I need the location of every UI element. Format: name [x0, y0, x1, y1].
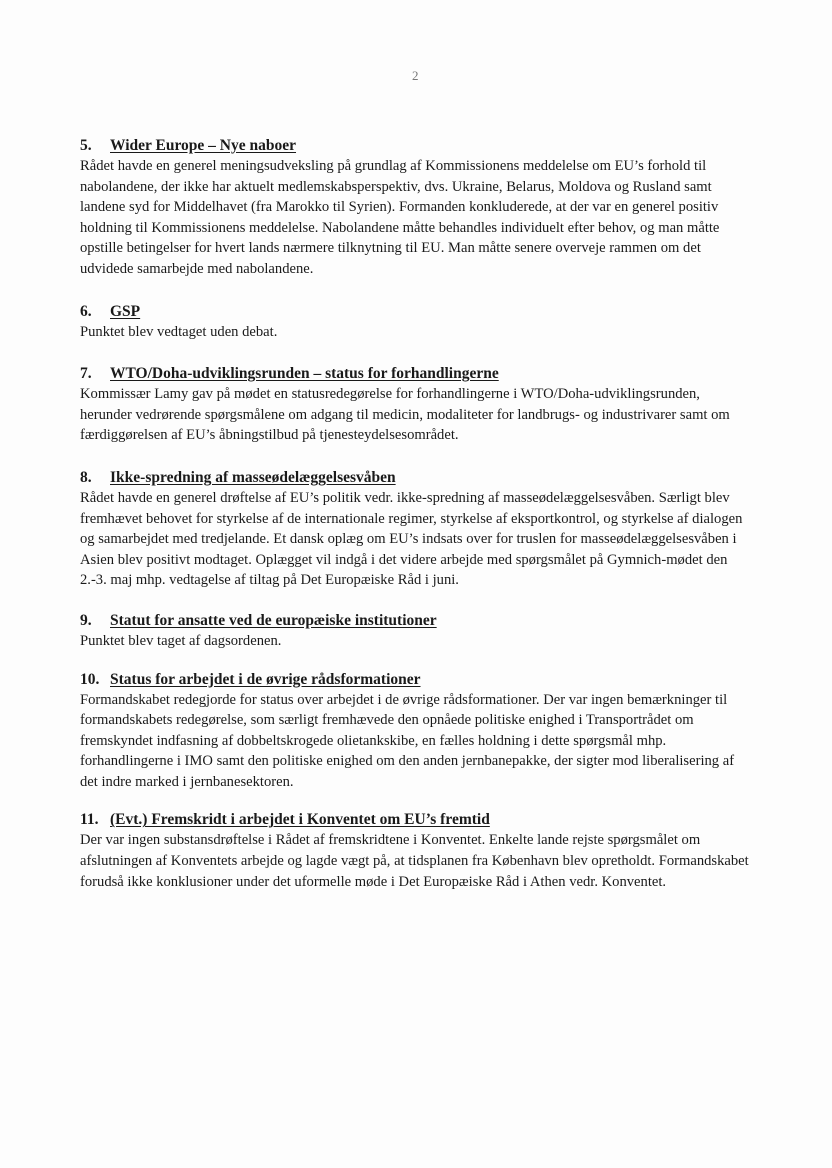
- section-body: Rådet havde en generel meningsudveksling på grundlag af Kommissionens meddelelse om EU’s forhold til nabolandene, der ikke har aktuelt medlemskabsperspektiv, dvs. Ukraine, Belarus, Moldova og Rusland samt landene syd for Middelhavet (fra Marokko til Syrien). Formanden konkluderede, at der var en generel positiv holdning til Kommissionens meddelelse. Nabolandene måtte behandles individuelt efter behov, og man måtte opstille betingelser for hvert lands nærmere tilknytning til EU. Man måtte senere overveje rammen om det udvidede samarbejde med nabolandene.: [80, 158, 720, 277]
- section-title: Wider Europe – Nye naboer: [110, 137, 297, 154]
- section-title: Statut for ansatte ved de europæiske institutioner: [110, 611, 437, 629]
- section-number: 11.: [80, 811, 99, 829]
- section-number: 7.: [80, 365, 92, 383]
- section-title: Status for arbejdet i de øvrige rådsformationer: [110, 670, 421, 688]
- section-heading: [80, 468, 760, 488]
- section-body: Rådet havde en generel drøftelse af EU’s politik vedr. ikke-spredning af masseødelæggelsesvåben. Særligt blev fremhævet behovet for styrkelse af de internationale regimer, styrkelse af eksportkontrol, og styrkelse af dialogen og samarbejdet med tredjelande. Et dansk oplæg om EU’s indsats over for truslen for masseødelæggelsesvåben i Asien blev positivt modtaget. Oplægget vil indgå i det videre arbejde med spørgsmålet på Gymnich-mødet den 2.-3. maj mhp. vedtagelse af tiltag på Det Europæiske Råd i juni.: [80, 489, 743, 589]
- section-title: Ikke-spredning af masseødelæggelsesvåben: [110, 468, 396, 486]
- section-convention-progress: [80, 810, 760, 892]
- section-council-formations: [80, 670, 760, 793]
- section-body: Der var ingen substansdrøftelse i Rådet af fremskridtene i Konventet. Enkelte lande rejste spørgsmålet om afslutningen af Konventets arbejde og lagde vægt på, at tidsplanen fra København blev opretholdt. Formandskabet forudså ikke konklusioner under det uformelle møde i Det Europæiske Råd i Athen vedr. Konventet.: [80, 832, 749, 890]
- section-body: Punktet blev taget af dagsordenen.: [80, 632, 282, 649]
- section-number: 6.: [80, 302, 92, 320]
- section-title: GSP: [110, 302, 141, 320]
- section-non-proliferation: [80, 468, 760, 591]
- section-heading: [80, 611, 760, 631]
- section-number: 9.: [80, 611, 92, 629]
- section-wider-europe: [80, 136, 760, 280]
- section-heading: [80, 302, 760, 322]
- section-heading: [80, 810, 760, 830]
- section-number: 8.: [80, 468, 92, 486]
- document-content: [80, 136, 760, 910]
- section-staff-statute: [80, 611, 760, 652]
- page-number: 2: [412, 68, 419, 83]
- section-heading: [80, 136, 760, 156]
- section-gsp: [80, 302, 760, 343]
- section-title: (Evt.) Fremskridt i arbejdet i Konventet om EU’s fremtid: [110, 811, 490, 829]
- section-wto-doha: [80, 364, 760, 446]
- section-number: 5.: [80, 137, 92, 154]
- section-body: Kommissær Lamy gav på mødet en statusredegørelse for forhandlingerne i WTO/Doha-udviklingsrunden, herunder vedrørende spørgsmålene om adgang til medicin, modaliteter for landbrugs- og industrivarer samt om færdiggørelsen af EU’s åbningstilbud på tjenesteydelsesområdet.: [80, 386, 730, 444]
- section-title: WTO/Doha-udviklingsrunden – status for forhandlingerne: [110, 365, 499, 383]
- section-heading: [80, 670, 760, 690]
- section-number: 10.: [80, 670, 100, 688]
- section-heading: [80, 364, 760, 384]
- section-body: Punktet blev vedtaget uden debat.: [80, 323, 278, 340]
- section-body: Formandskabet redegjorde for status over arbejdet i de øvrige rådsformationer. Der var ingen bemærkninger til formandskabets redegørelse, som særligt fremhævede den opnåede politiske enighed i Transportrådet om fremskyndet indfasning af dobbeltskrogede olietankskibe, en fælles holdning i dette spørgsmål mhp. forhandlingerne i IMO samt den politiske enighed om den anden jernbanepakke, der sigter mod liberalisering af det indre marked i jernbanesektoren.: [80, 691, 735, 790]
